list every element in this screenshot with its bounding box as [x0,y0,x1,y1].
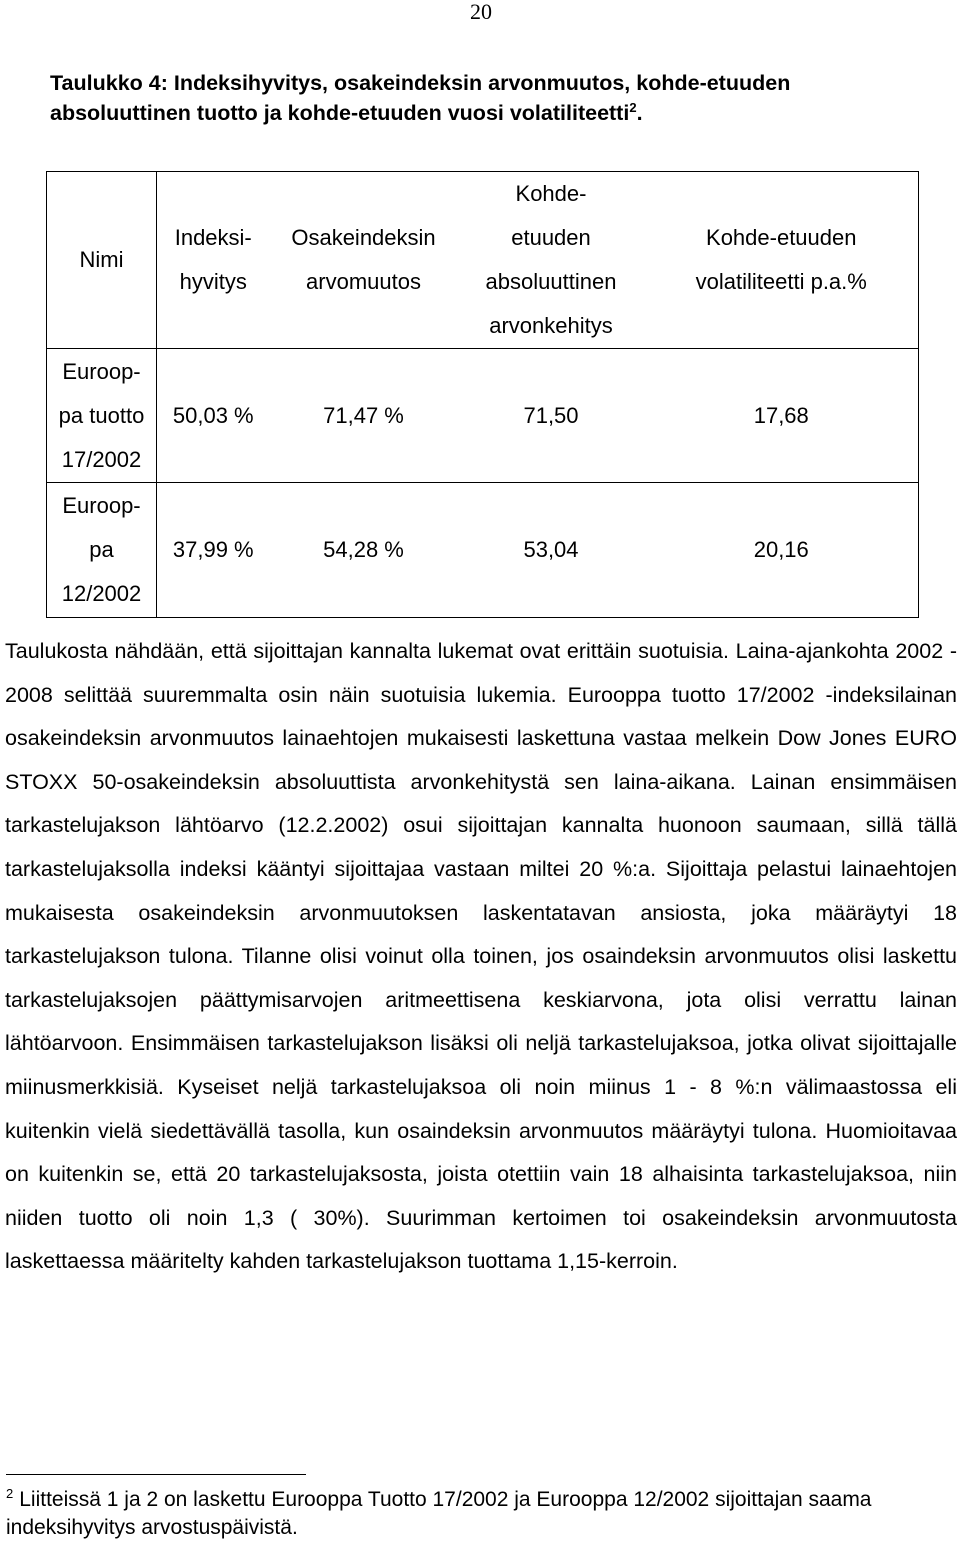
header-absoluuttinen-arvonkehitys: Kohde- etuuden absoluuttinen arvonkehitys [458,172,645,349]
page-number: 20 [470,0,492,24]
data-table [46,171,919,618]
header-indeksihyvitys: Indeksi- hyvitys [157,172,270,349]
caption-end: . [636,101,643,125]
table-caption [50,68,930,128]
footnote [6,1486,906,1542]
caption-text: Taulukko 4: Indeksihyvitys, osakeindeksin arvonmuutos, kohde-etuuden absoluuttinen tuotto ja kohde-etuuden vuosi volatiliteetti [50,71,791,125]
header-osakeindeksin-arvomuutos: Osakeindeksin arvomuutos [270,172,458,349]
cell-arvomuutos: 71,47 % [270,349,458,483]
footnote-divider [6,1474,306,1475]
row-name: Euroop- pa tuotto 17/2002 [47,349,157,483]
caption-footnote-ref[interactable]: 2 [629,100,637,115]
row-name: Euroop- pa 12/2002 [47,483,157,618]
footnote-number: 2 [6,1486,14,1501]
cell-arvomuutos: 54,28 % [270,483,458,618]
cell-arvonkehitys: 71,50 [458,349,645,483]
body-paragraph: Taulukosta nähdään, että sijoittajan kannalta lukemat ovat erittäin suotuisia. Laina-ajankohta 2002 - 2008 selittää suuremmalta osin näin suotuisia lukemia. Eurooppa tuotto 17/2002 -indeksilainan osakeindeksin arvonmuutos lainaehtojen mukaisesti laskettuna vastaa melkein Dow Jones EURO STOXX 50-osakeindeksin absoluuttista arvonkehitystä sen laina-aikana. Lainan ensimmäisen tarkastelujakson lähtöarvo (12.2.2002) osui sijoittajan kannalta huonoon saumaan, sillä tällä tarkastelujaksolla indeksi kääntyi sijoittajaa vastaan miltei 20 %:a. Sijoittaja pelastui lainaehtojen mukaisesta osakeindeksin arvonmuutoksen laskentatavan ansiosta, joka määräytyi 18 tarkastelujakson tulona. Tilanne olisi voinut olla toinen, jos osaindeksin arvonmuutos olisi laskettu tarkastelujaksojen päättymisarvojen aritmeettisena keskiarvona, jota olisi verrattu lainan lähtöarvoon. Ensimmäisen tarkastelujakson lisäksi oli neljä tarkastelujaksoa, jotka olivat sijoittajalle miinusmerkkisiä. Kyseiset neljä tarkastelujaksoa oli noin miinus 1 - 8 %:n välimaastossa eli kuitenkin vielä siedettävällä tasolla, kun osaindeksin arvonmuutos määräytyi tulona. Huomioitavaa on kuitenkin se, että 20 tarkastelujaksosta, joista otettiin vain 18 alhaisinta tarkastelujaksoa, niin niiden tuotto oli noin 1,3 ( 30%). Suurimman kertoimen toi osakeindeksin arvonmuutosta laskettaessa määritelty kahden tarkastelujakson tuottama 1,15-kerroin. [5,639,957,1274]
footnote-text: Liitteissä 1 ja 2 on laskettu Eurooppa Tuotto 17/2002 ja Eurooppa 12/2002 sijoittajan saama indeksihyvitys arvostuspäivistä. [6,1488,872,1539]
table-header-row [47,172,919,349]
header-nimi: Nimi [47,172,157,349]
table-row [47,349,919,483]
cell-volatiliteetti: 20,16 [645,483,919,618]
cell-indeksihyvitys: 37,99 % [157,483,270,618]
table-row [47,483,919,618]
header-volatiliteetti: Kohde-etuuden volatiliteetti p.a.% [645,172,919,349]
cell-arvonkehitys: 53,04 [458,483,645,618]
cell-indeksihyvitys: 50,03 % [157,349,270,483]
cell-volatiliteetti: 17,68 [645,349,919,483]
